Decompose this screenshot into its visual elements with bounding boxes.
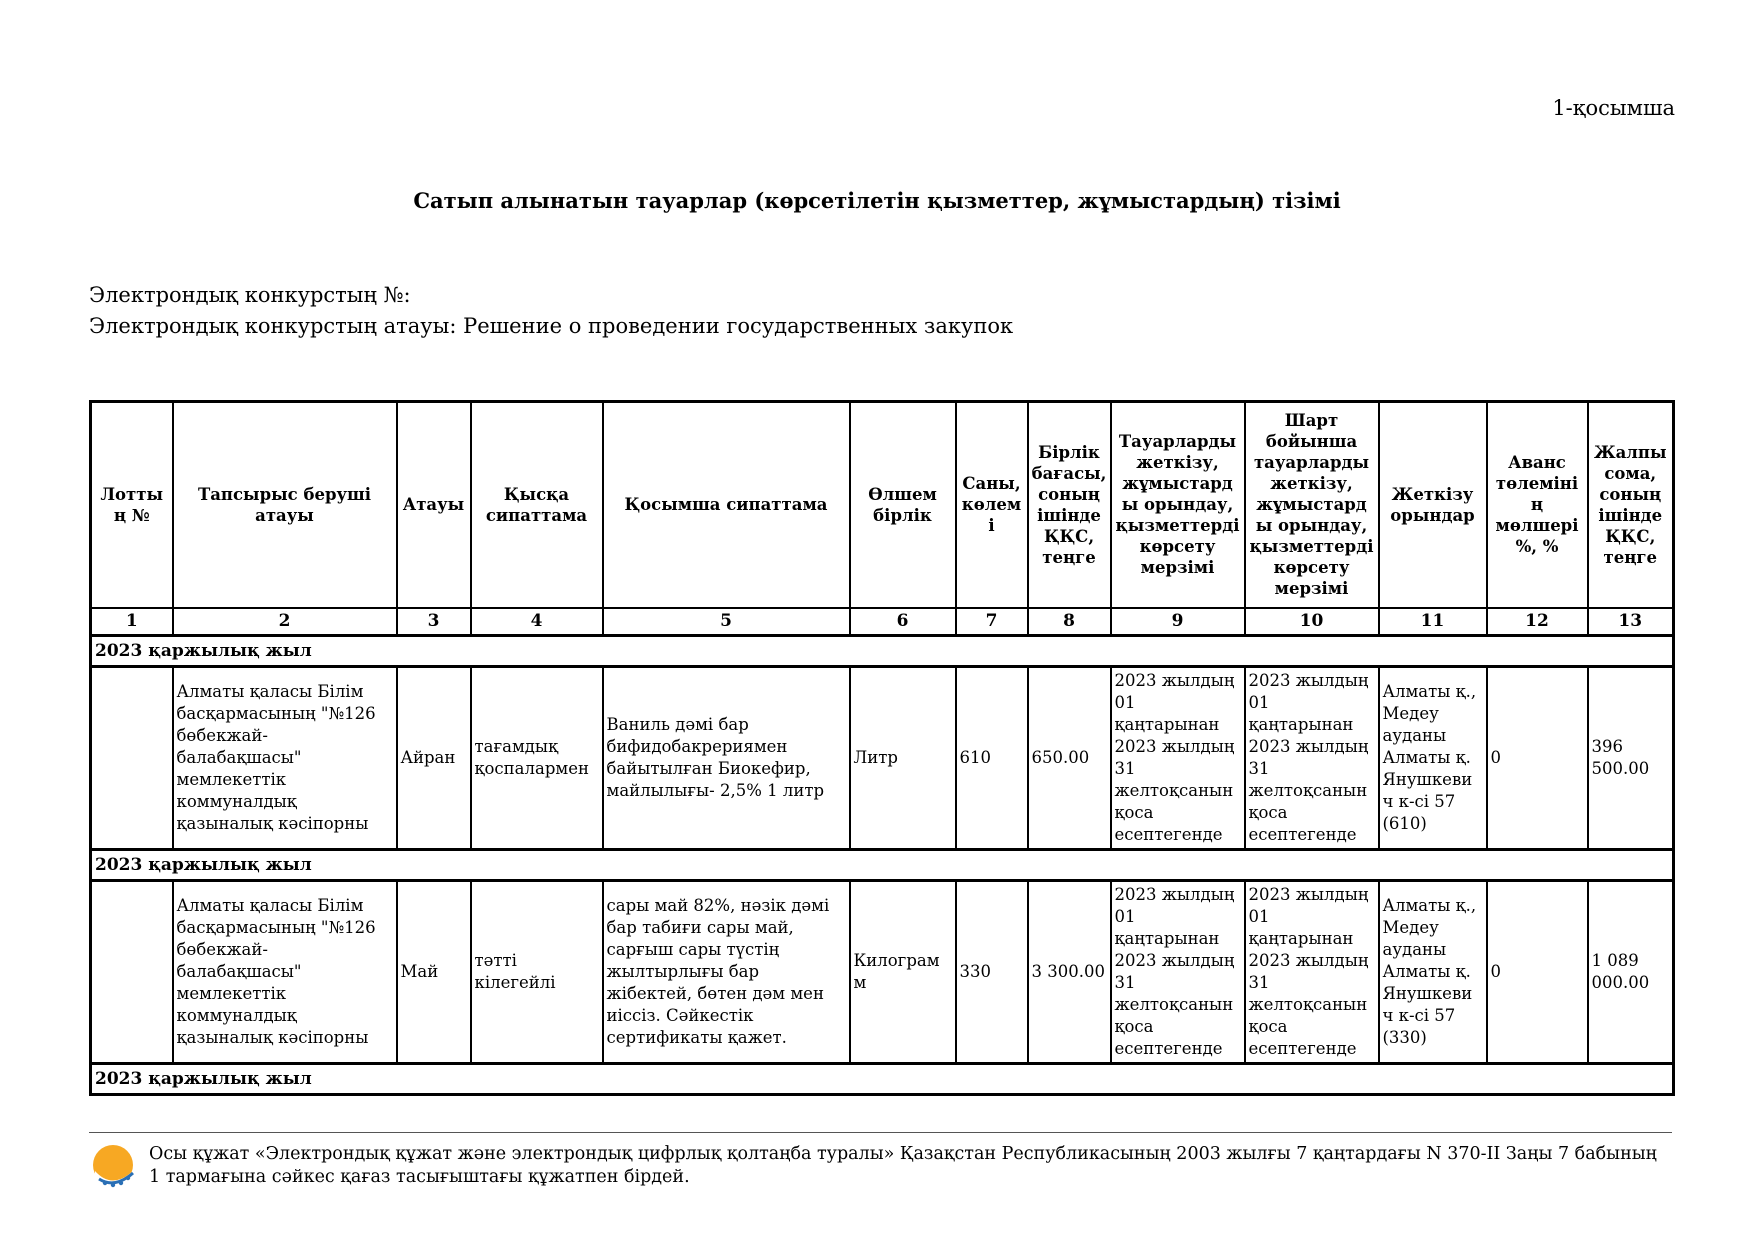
col-header-extra: Қосымша сипаттама bbox=[603, 402, 850, 608]
cell-customer: Алматы қаласы Білім басқармасының "№126 бөбекжай-балабақшасы" мемлекеттік коммуналдық қазыналық кәсіпорны bbox=[173, 881, 397, 1064]
footer-legal-text: Осы құжат «Электрондық құжат және электрондық цифрлық қолтаңба туралы» Қазақстан Республикасының 2003 жылғы 7 қаңтардағы N 370-II Заңы 7 бабының 1 тармағына сәйкес қағаз тасығыштағы құжатпен бірдей. bbox=[149, 1144, 1657, 1187]
col-number: 8 bbox=[1028, 608, 1111, 636]
cell-lot bbox=[91, 667, 173, 850]
cell-unit: Килограмм bbox=[850, 881, 956, 1064]
page-title: Сатып алынатын тауарлар (көрсетілетін қызметтер, жұмыстардың) тізімі bbox=[413, 188, 1341, 213]
col-number: 10 bbox=[1245, 608, 1379, 636]
year-label: 2023 қаржылық жыл bbox=[91, 850, 1674, 881]
cell-qty: 330 bbox=[956, 881, 1028, 1064]
year-label: 2023 қаржылық жыл bbox=[91, 1064, 1674, 1095]
cell-contract-term: 2023 жылдың 01 қаңтарынан 2023 жылдың 31 желтоқсанын қоса есептегенде bbox=[1245, 667, 1379, 850]
col-number: 9 bbox=[1111, 608, 1245, 636]
col-number: 7 bbox=[956, 608, 1028, 636]
tender-name-label: Электрондық конкурстың атауы: Решение о проведении государственных закупок bbox=[89, 314, 1014, 338]
col-header-place: Жеткізу орындар bbox=[1379, 402, 1487, 608]
col-header-customer: Тапсырыс беруші атауы bbox=[173, 402, 397, 608]
col-number: 2 bbox=[173, 608, 397, 636]
cell-name: Айран bbox=[397, 667, 471, 850]
col-header-short: Қысқа сипаттама bbox=[471, 402, 603, 608]
cell-price: 3 300.00 bbox=[1028, 881, 1111, 1064]
col-number: 11 bbox=[1379, 608, 1487, 636]
col-number: 5 bbox=[603, 608, 850, 636]
col-header-total: Жалпы сома, соның ішінде ҚҚС, теңге bbox=[1588, 402, 1674, 608]
col-header-lot: Лоттың № bbox=[91, 402, 173, 608]
year-label: 2023 қаржылық жыл bbox=[91, 636, 1674, 667]
cell-qty: 610 bbox=[956, 667, 1028, 850]
cell-short: тәтті кілегейлі bbox=[471, 881, 603, 1064]
col-header-contract-term: Шарт бойынша тауарларды жеткізу, жұмыстарды орындау, қызметтерді көрсету мерзімі bbox=[1245, 402, 1379, 608]
col-number: 1 bbox=[91, 608, 173, 636]
col-number: 12 bbox=[1487, 608, 1588, 636]
cell-term: 2023 жылдың 01 қаңтарынан 2023 жылдың 31 желтоқсанын қоса есептегенде bbox=[1111, 881, 1245, 1064]
col-number: 3 bbox=[397, 608, 471, 636]
col-header-unit: Өлшем бірлік bbox=[850, 402, 956, 608]
annex-label: 1-қосымша bbox=[1552, 96, 1675, 120]
cell-unit: Литр bbox=[850, 667, 956, 850]
col-number: 4 bbox=[471, 608, 603, 636]
col-header-term: Тауарларды жеткізу, жұмыстарды орындау, қызметтерді көрсету мерзімі bbox=[1111, 402, 1245, 608]
year-row bbox=[91, 1064, 1674, 1095]
cell-name: Май bbox=[397, 881, 471, 1064]
column-number-row bbox=[91, 608, 1674, 636]
cell-short: тағамдық қоспалармен bbox=[471, 667, 603, 850]
cell-extra: сары май 82%, нәзік дәмі бар табиғи сары май, сарғыш сары түстің жылтырлығы бар жібектей, бөтен дәм мен иіссіз. Сәйкестік сертификаты қажет. bbox=[603, 881, 850, 1064]
egov-sun-logo-icon bbox=[91, 1143, 139, 1191]
tender-meta bbox=[89, 280, 1013, 342]
cell-advance: 0 bbox=[1487, 667, 1588, 850]
year-row bbox=[91, 636, 1674, 667]
tender-number-label: Электрондық конкурстың №: bbox=[89, 283, 411, 307]
col-header-price: Бірлік бағасы, соның ішінде ҚҚС, теңге bbox=[1028, 402, 1111, 608]
cell-lot bbox=[91, 881, 173, 1064]
cell-total: 396 500.00 bbox=[1588, 667, 1674, 850]
table-row bbox=[91, 667, 1674, 850]
cell-price: 650.00 bbox=[1028, 667, 1111, 850]
goods-table-wrap bbox=[89, 400, 1672, 1096]
col-number: 13 bbox=[1588, 608, 1674, 636]
col-header-qty: Саны, көлемі bbox=[956, 402, 1028, 608]
year-row bbox=[91, 850, 1674, 881]
cell-extra: Ваниль дәмі бар бифидобакрериямен байытылған Биокефир, майлылығы- 2,5% 1 литр bbox=[603, 667, 850, 850]
col-header-name: Атауы bbox=[397, 402, 471, 608]
cell-place: Алматы қ., Медеу ауданы Алматы қ. Янушкевич к-сі 57 (610) bbox=[1379, 667, 1487, 850]
cell-contract-term: 2023 жылдың 01 қаңтарынан 2023 жылдың 31 желтоқсанын қоса есептегенде bbox=[1245, 881, 1379, 1064]
table-row bbox=[91, 881, 1674, 1064]
col-number: 6 bbox=[850, 608, 956, 636]
goods-table bbox=[89, 400, 1675, 1096]
cell-advance: 0 bbox=[1487, 881, 1588, 1064]
cell-total: 1 089 000.00 bbox=[1588, 881, 1674, 1064]
header-row bbox=[91, 402, 1674, 608]
cell-place: Алматы қ., Медеу ауданы Алматы қ. Янушкевич к-сі 57 (330) bbox=[1379, 881, 1487, 1064]
document-footer bbox=[89, 1132, 1672, 1187]
col-header-advance: Аванс төлемінің мөлшері %, % bbox=[1487, 402, 1588, 608]
cell-term: 2023 жылдың 01 қаңтарынан 2023 жылдың 31 желтоқсанын қоса есептегенде bbox=[1111, 667, 1245, 850]
cell-customer: Алматы қаласы Білім басқармасының "№126 бөбекжай-балабақшасы" мемлекеттік коммуналдық қазыналық кәсіпорны bbox=[173, 667, 397, 850]
